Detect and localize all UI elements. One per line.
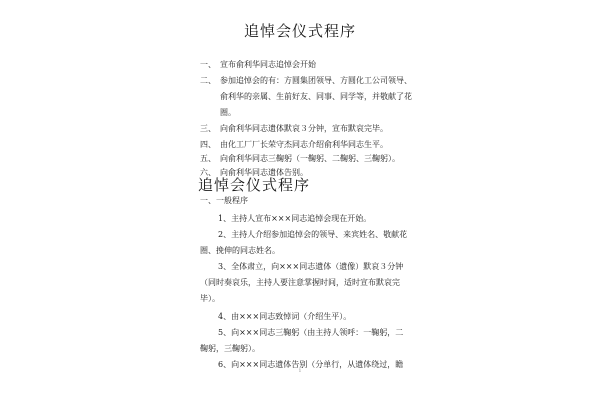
paragraph-line: 3、全体肃立，向×××同志遗体（遗像）默哀３分钟: [218, 262, 404, 271]
item-number: 二、: [200, 76, 216, 85]
item-number: 四、: [200, 140, 216, 149]
item-number: 三、: [200, 124, 216, 133]
item-text: 宣布俞利华同志追悼会开始: [220, 60, 316, 69]
item-text: 参加追悼会的有：方圆集团领导、方圆化工公司领导、: [220, 76, 412, 85]
item-text: 向俞利华同志遗体默哀３分钟，宣布默哀完毕。: [220, 124, 388, 133]
section-title: 追悼会仪式程序: [198, 176, 311, 194]
list-item: [200, 76, 412, 86]
item-number: 五、: [200, 154, 216, 163]
list-item: [200, 60, 316, 70]
document-title: 追悼会仪式程序: [243, 22, 356, 40]
page-number: 1: [298, 368, 302, 374]
list-item-continuation: [220, 92, 412, 102]
item-number: 一、: [200, 60, 216, 69]
list-item: [200, 154, 400, 164]
item-text: 向俞利华同志三鞠躬（一鞠躬、二鞠躬、三鞠躬）。: [220, 154, 400, 163]
list-item: [200, 140, 388, 150]
paragraph-line: 5、向×××同志三鞠躬（由主持人领呼：一鞠躬，二: [218, 328, 404, 337]
paragraph-line: 毕）。: [200, 294, 220, 303]
item-number: 六、: [200, 168, 216, 177]
paragraph-line: 1、主持人宣布×××同志追悼会现在开始。: [218, 214, 372, 223]
paragraph-line: 2、主持人介绍参加追悼会的领导、来宾姓名、敬献花: [218, 230, 408, 239]
item-text: 向俞利华同志遗体告别。: [220, 168, 308, 177]
item-text: 俞利华的亲属、生前好友、同事、同学等，并敬献了花: [220, 92, 412, 101]
paragraph-line: 圈、挽伸的同志姓名。: [200, 246, 280, 255]
paragraph-line: 6、向×××同志遗体告别（分单行，从遗体绕过，瞻: [218, 360, 404, 369]
item-text: 由化工厂厂长荣守杰同志介绍俞利华同志生平。: [220, 140, 388, 149]
paragraph-line: 一、一般程序: [200, 196, 248, 205]
item-text: 圈。: [220, 108, 236, 117]
list-item: [200, 124, 388, 134]
paragraph-line: （同时奏哀乐，主持人要注意掌握时间，适时宣布默哀完: [200, 278, 400, 287]
paragraph-line: 4、由×××同志致悼词（介绍生平）。: [218, 312, 352, 321]
list-item-continuation: [220, 108, 236, 118]
paragraph-line: 鞠躬，三鞠躬）。: [200, 344, 260, 353]
